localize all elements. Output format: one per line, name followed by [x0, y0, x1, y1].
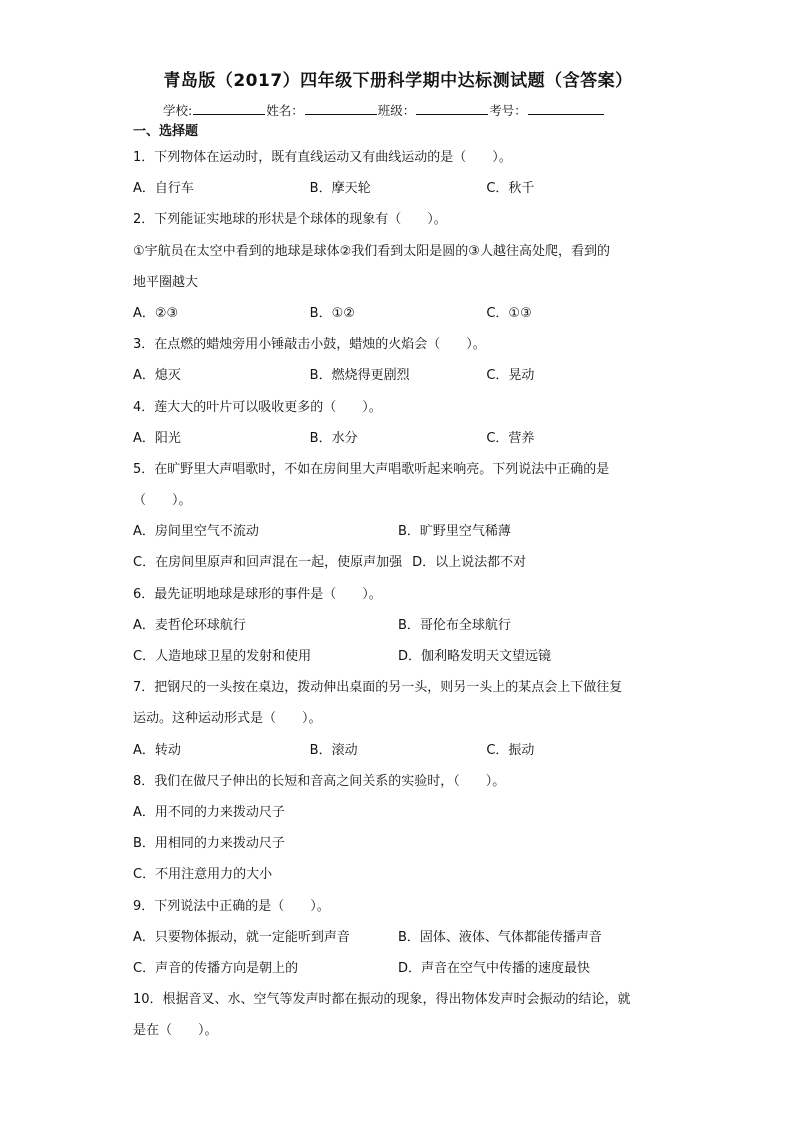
question-7-options: [133, 735, 663, 766]
class-blank[interactable]: [416, 101, 488, 115]
option-c[interactable]: C．在房间里原声和回声混在一起，使原声加强: [133, 555, 403, 571]
option-a[interactable]: A．自行车: [133, 181, 194, 197]
option-a[interactable]: A．②③: [133, 305, 179, 321]
school-label: 学校:: [163, 103, 193, 118]
option-b[interactable]: B．水分: [309, 430, 358, 446]
question-6-options-row2: [133, 641, 663, 672]
question-10-cont: 是在（ ）。: [133, 1023, 218, 1039]
question-4-options: [133, 423, 663, 454]
option-b[interactable]: B．固体、液体、气体都能传播声音: [398, 929, 602, 945]
option-c[interactable]: C．①③: [486, 305, 532, 321]
option-d[interactable]: D．以上说法都不对: [412, 555, 527, 571]
option-b[interactable]: B．用相同的力来拨动尺子: [133, 836, 285, 852]
option-c[interactable]: C．振动: [486, 742, 535, 758]
option-a[interactable]: A．用不同的力来拨动尺子: [133, 804, 285, 820]
name-blank[interactable]: [305, 101, 377, 115]
class-label: 班级：: [377, 103, 416, 118]
question-2-options: [133, 298, 663, 329]
number-label: 考号：: [489, 103, 527, 118]
question-6: 6．最先证明地球是球形的事件是（ ）。: [133, 586, 382, 602]
question-7: 7．把钢尺的一头按在桌边，拨动伸出桌面的另一头，则另一头上的某点会上下做往复: [133, 680, 623, 696]
option-a[interactable]: A．只要物体振动，就一定能听到声音: [133, 929, 350, 945]
question-5: 5．在旷野里大声唱歌时，不如在房间里大声唱歌听起来响亮。下列说法中正确的是: [133, 461, 610, 477]
option-c[interactable]: C．秋千: [486, 181, 535, 197]
option-c[interactable]: C．人造地球卫星的发射和使用: [133, 649, 312, 664]
option-a[interactable]: A．麦哲伦环球航行: [133, 617, 246, 633]
question-5-options-row1: [133, 516, 663, 547]
option-b[interactable]: B．燃烧得更剧烈: [309, 368, 410, 384]
option-b[interactable]: B．哥伦布全球航行: [398, 617, 511, 633]
option-c[interactable]: C．不用注意用力的大小: [133, 867, 273, 883]
option-a[interactable]: A．房间里空气不流动: [133, 524, 259, 540]
question-6-options-row1: [133, 610, 663, 641]
question-9-options-row1: [133, 922, 663, 953]
school-blank[interactable]: [193, 101, 265, 115]
option-d[interactable]: D．伽利略发明天文望远镜: [398, 649, 552, 664]
question-3: 3．在点燃的蜡烛旁用小锤敲击小鼓，蜡烛的火焰会（ ）。: [133, 337, 486, 353]
question-2-statement-cont: 地平圈越大: [133, 274, 199, 290]
exam-title: 青岛版（2017）四年级下册科学期中达标测试题（含答案）: [163, 71, 633, 91]
exam-page: [133, 66, 663, 1046]
option-a[interactable]: A．熄灭: [133, 368, 181, 384]
question-5-options-row2: [133, 547, 663, 578]
option-c[interactable]: C．营养: [486, 430, 535, 446]
option-c[interactable]: C．晃动: [486, 368, 535, 384]
question-2: 2．下列能证实地球的形状是个球体的现象有（ ）。: [133, 212, 447, 228]
question-9: 9．下列说法中正确的是（ ）。: [133, 898, 330, 914]
option-b[interactable]: B．旷野里空气稀薄: [398, 524, 511, 540]
question-5-cont: （ ）。: [133, 493, 192, 509]
question-10: 10．根据音叉、水、空气等发声时都在振动的现象，得出物体发声时会振动的结论，就: [133, 992, 631, 1008]
question-4: 4．莲大大的叶片可以吸收更多的（ ）。: [133, 399, 382, 415]
student-info-line: [163, 101, 663, 120]
question-8: 8．我们在做尺子伸出的长短和音高之间关系的实验时，（ ）。: [133, 773, 506, 789]
question-1-options: [133, 173, 663, 204]
option-a[interactable]: A．阳光: [133, 430, 181, 446]
question-3-options: [133, 360, 663, 391]
option-c[interactable]: C．声音的传播方向是朝上的: [133, 960, 299, 976]
name-label: 姓名：: [266, 103, 304, 118]
option-d[interactable]: D．声音在空气中传播的速度最快: [398, 960, 591, 976]
question-7-cont: 运动。这种运动形式是（ ）。: [133, 711, 322, 727]
option-b[interactable]: B．①②: [309, 305, 355, 321]
question-9-options-row2: [133, 953, 663, 984]
question-2-statement: ①宇航员在太空中看到的地球是球体②我们看到太阳是圆的③人越往高处爬，看到的: [133, 243, 610, 259]
option-b[interactable]: B．滚动: [309, 742, 358, 758]
number-blank[interactable]: [528, 101, 604, 115]
section-heading: 一、选择题: [133, 124, 199, 139]
question-1: 1．下列物体在运动时，既有直线运动又有曲线运动的是（ ）。: [133, 150, 512, 165]
option-a[interactable]: A．转动: [133, 742, 181, 758]
option-b[interactable]: B．摩天轮: [309, 181, 371, 197]
